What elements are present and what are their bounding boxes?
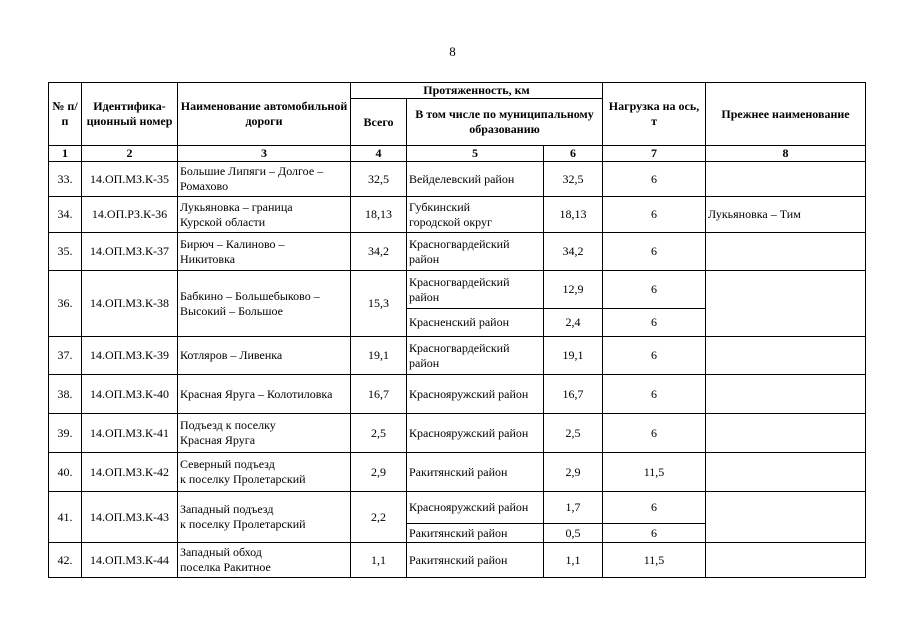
previous-name: [706, 337, 866, 375]
municipal-district-line: Ракитянский район: [409, 525, 508, 540]
road-name-line: Ромахово: [180, 179, 229, 193]
column-number: 6: [544, 146, 603, 162]
axle-load: 6: [603, 233, 706, 271]
municipal-district: [407, 524, 544, 543]
table-row: [49, 453, 866, 492]
axle-load: 6: [603, 524, 706, 543]
column-number: 4: [351, 146, 407, 162]
length-total: 18,13: [351, 197, 407, 233]
road-name-line: Большие Липяги – Долгое –: [180, 164, 324, 178]
previous-name: [706, 543, 866, 578]
road-id: 14.ОП.МЗ.К-44: [82, 543, 178, 578]
road-id: 14.ОП.МЗ.К-37: [82, 233, 178, 271]
axle-load: 6: [603, 197, 706, 233]
municipal-district: [407, 197, 544, 233]
municipal-district-line: Губкинский: [409, 199, 471, 214]
road-name-line: Западный подъезд: [180, 502, 274, 516]
road-name-line: Бабкино – Большебыково –: [180, 288, 320, 303]
roads-table: [48, 82, 866, 578]
table-header: [49, 83, 866, 162]
previous-name: [706, 453, 866, 492]
district-length: 0,5: [544, 524, 603, 543]
table-row: [49, 337, 866, 375]
table-row: [49, 197, 866, 233]
road-name: [178, 271, 351, 337]
table-body: [49, 162, 866, 578]
municipal-district-line: Красногвардейский: [409, 274, 510, 289]
previous-name: [706, 271, 866, 337]
axle-load: 6: [603, 309, 706, 337]
row-number: 40.: [49, 453, 82, 492]
length-total: 16,7: [351, 375, 407, 414]
table-row: [49, 414, 866, 453]
table-row: [49, 233, 866, 271]
length-total: 34,2: [351, 233, 407, 271]
length-total: 19,1: [351, 337, 407, 375]
axle-load: 6: [603, 271, 706, 309]
table-row: [49, 271, 866, 309]
table-row: [49, 492, 866, 524]
axle-load: 6: [603, 162, 706, 197]
district-length: 2,5: [544, 414, 603, 453]
axle-load: 6: [603, 375, 706, 414]
municipal-district-line: городской округ: [409, 214, 492, 229]
municipal-district-line: Ракитянский район: [409, 464, 508, 479]
header-axle-load: Нагрузка на ось, т: [603, 83, 706, 146]
header-municipal: В том числе по муниципальному образованию: [407, 99, 603, 146]
length-total: 1,1: [351, 543, 407, 578]
municipal-district-line: Красногвардейский: [409, 236, 510, 251]
district-length: 12,9: [544, 271, 603, 309]
district-length: 2,4: [544, 309, 603, 337]
column-number: 7: [603, 146, 706, 162]
municipal-district-line: район: [409, 355, 440, 370]
column-number: 8: [706, 146, 866, 162]
previous-name: Лукьяновка – Тим: [706, 197, 866, 233]
road-name: [178, 414, 351, 453]
municipal-district-line: Вейделевский район: [409, 171, 515, 186]
axle-load: 6: [603, 337, 706, 375]
road-id: 14.ОП.МЗ.К-35: [82, 162, 178, 197]
road-id: 14.ОП.МЗ.К-40: [82, 375, 178, 414]
previous-name: [706, 375, 866, 414]
road-name: [178, 162, 351, 197]
district-length: 18,13: [544, 197, 603, 233]
district-length: 1,1: [544, 543, 603, 578]
previous-name: [706, 414, 866, 453]
row-number: 39.: [49, 414, 82, 453]
axle-load: 6: [603, 492, 706, 524]
row-number: 35.: [49, 233, 82, 271]
table-row: [49, 375, 866, 414]
road-name-line: Котляров – Ливенка: [180, 348, 283, 362]
column-number: 5: [407, 146, 544, 162]
road-name-line: Северный подъезд: [180, 457, 275, 471]
axle-load: 6: [603, 414, 706, 453]
page-number: 8: [449, 44, 456, 59]
row-number: 41.: [49, 492, 82, 543]
road-name-line: Подъезд к поселку: [180, 418, 276, 432]
previous-name: [706, 233, 866, 271]
road-name-line: Западный обход: [180, 545, 262, 559]
length-total: 15,3: [351, 271, 407, 337]
district-length: 34,2: [544, 233, 603, 271]
municipal-district-line: Краснояружский район: [409, 500, 529, 514]
road-id: 14.ОП.МЗ.К-43: [82, 492, 178, 543]
length-total: 2,9: [351, 453, 407, 492]
road-name-line: Красная Яруга – Колотиловка: [180, 386, 333, 401]
municipal-district-line: Краснояружский район: [409, 425, 529, 440]
municipal-district: [407, 492, 544, 524]
row-number: 34.: [49, 197, 82, 233]
length-total: 2,2: [351, 492, 407, 543]
municipal-district: [407, 233, 544, 271]
header-total: Всего: [351, 99, 407, 146]
row-number: 36.: [49, 271, 82, 337]
road-name: [178, 197, 351, 233]
municipal-district: [407, 414, 544, 453]
road-name: [178, 492, 351, 543]
municipal-district: [407, 337, 544, 375]
municipal-district-line: Ракитянский район: [409, 552, 508, 567]
municipal-district: [407, 453, 544, 492]
municipal-district-line: Краснояружский район: [409, 386, 529, 401]
column-number: 2: [82, 146, 178, 162]
header-num: № п/п: [49, 83, 82, 146]
row-number: 42.: [49, 543, 82, 578]
length-total: 2,5: [351, 414, 407, 453]
road-name-line: к поселку Пролетарский: [180, 517, 306, 531]
municipal-district: [407, 309, 544, 337]
axle-load: 11,5: [603, 543, 706, 578]
road-id: 14.ОП.МЗ.К-42: [82, 453, 178, 492]
district-length: 1,7: [544, 492, 603, 524]
road-name-line: Лукьяновка – граница: [180, 199, 293, 214]
road-name: [178, 543, 351, 578]
district-length: 19,1: [544, 337, 603, 375]
column-number: 1: [49, 146, 82, 162]
road-name-line: Никитовка: [180, 251, 236, 266]
column-number: 3: [178, 146, 351, 162]
row-number: 37.: [49, 337, 82, 375]
row-number: 38.: [49, 375, 82, 414]
road-name-line: Курской области: [180, 214, 266, 229]
road-name-line: Высокий – Большое: [180, 303, 283, 318]
header-length-group: Протяженность, км: [351, 83, 603, 99]
road-name: [178, 375, 351, 414]
row-number: 33.: [49, 162, 82, 197]
municipal-district-line: Красногвардейский: [409, 340, 510, 355]
previous-name: [706, 162, 866, 197]
municipal-district-line: Красненский район: [409, 315, 509, 329]
municipal-district: [407, 162, 544, 197]
municipal-district: [407, 375, 544, 414]
header-id: Идентифика-ционный номер: [82, 83, 178, 146]
road-id: 14.ОП.МЗ.К-38: [82, 271, 178, 337]
district-length: 2,9: [544, 453, 603, 492]
road-id: 14.ОП.МЗ.К-39: [82, 337, 178, 375]
district-length: 16,7: [544, 375, 603, 414]
municipal-district-line: район: [409, 251, 440, 266]
road-name-line: Красная Яруга: [180, 433, 256, 447]
road-name-line: Бирюч – Калиново –: [180, 236, 285, 251]
municipal-district: [407, 543, 544, 578]
road-name: [178, 453, 351, 492]
road-name: [178, 233, 351, 271]
axle-load: 11,5: [603, 453, 706, 492]
road-id: 14.ОП.МЗ.К-41: [82, 414, 178, 453]
header-previous-name: Прежнее наименование: [706, 83, 866, 146]
length-total: 32,5: [351, 162, 407, 197]
municipal-district: [407, 271, 544, 309]
table-row: [49, 543, 866, 578]
previous-name: [706, 492, 866, 543]
table-row: [49, 162, 866, 197]
municipal-district-line: район: [409, 289, 440, 304]
road-name: [178, 337, 351, 375]
road-name-line: к поселку Пролетарский: [180, 472, 306, 486]
road-id: 14.ОП.РЗ.К-36: [82, 197, 178, 233]
column-numbers-row: [49, 146, 866, 162]
header-name: Наименование автомобильной дороги: [178, 83, 351, 146]
district-length: 32,5: [544, 162, 603, 197]
road-name-line: поселка Ракитное: [180, 560, 271, 574]
